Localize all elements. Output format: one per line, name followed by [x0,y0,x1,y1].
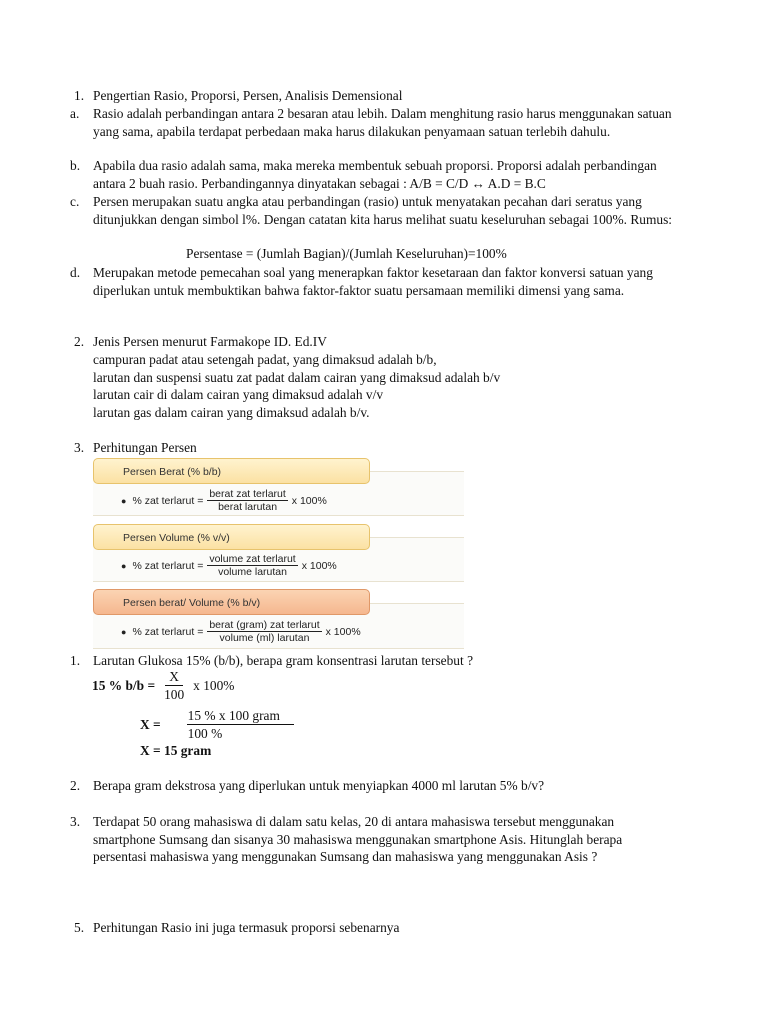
problem-1-text: Larutan Glukosa 15% (b/b), berapa gram konsentrasi larutan tersebut ? [93,653,474,668]
fraction-numerator: X [165,668,183,686]
section-2-title: Jenis Persen menurut Farmakope ID. Ed.IV [93,334,327,349]
formula-berat-volume [121,619,361,644]
solution-step-1 [92,668,234,703]
item-c-text: Persen merupakan suatu angka atau perbandingan (rasio) untuk menyatakan pecahan dari seratus yang ditunjukkan dengan simbol l%. Dengan catatan kita harus melihat suatu keseluruhan sebagai 100%. Rumus: [93,194,673,227]
item-c-label: c. [70,194,80,209]
persen-type-line: larutan gas dalam cairan yang dimaksud adalah b/v. [93,405,370,420]
section-3-title: Perhitungan Persen [93,440,197,455]
formula-volume [121,553,337,578]
problem-2-number: 2. [70,778,81,793]
fraction-numerator: 15 % x 100 gram [187,707,294,725]
formula-lhs: % zat terlarut = [132,559,204,572]
item-d-label: d. [70,265,81,280]
formula-multiplier: x 100% [325,625,361,638]
problem-2-text: Berapa gram dekstrosa yang diperlukan untuk menyiapkan 4000 ml larutan 5% b/v? [93,778,545,793]
fraction-numerator: berat zat terlarut [209,488,286,500]
fraction-denominator: berat larutan [218,501,278,513]
section-3-number: 3. [74,440,85,455]
problem-3-number: 3. [70,814,81,829]
fraction-denominator: volume (ml) larutan [219,632,310,644]
formula-berat [121,488,327,513]
section-1-number: 1. [74,88,85,103]
problem-1-number: 1. [70,653,81,668]
section-2-number: 2. [74,334,85,349]
solution-lhs-2: X = [140,716,161,732]
bullet-icon: ● [121,560,127,571]
formula-lhs: % zat terlarut = [132,494,204,507]
section-5-number: 5. [74,920,85,935]
item-b-label: b. [70,158,81,173]
persentase-formula: Persentase = (Jumlah Bagian)/(Jumlah Keseluruhan)=100% [186,246,507,261]
formula-fraction [207,488,287,513]
formula-header-berat-volume: Persen berat/ Volume (% b/v) [93,589,370,615]
formula-multiplier: x 100% [291,494,327,507]
solution-step-2 [140,707,294,742]
fraction-numerator: volume zat terlarut [209,553,296,565]
formula-fraction [207,553,297,578]
solution-lhs-1: 15 % b/b = [92,677,156,693]
fraction-denominator: 100 % [187,726,223,741]
persen-type-line: campuran padat atau setengah padat, yang dimaksud adalah b/b, [93,352,437,367]
solution-fraction-2 [187,707,294,742]
section-5-title: Perhitungan Rasio ini juga termasuk proporsi sebenarnya [93,920,400,935]
formula-lhs: % zat terlarut = [132,625,204,638]
problem-3-text: Terdapat 50 orang mahasiswa di dalam satu kelas, 20 di antara mahasiswa tersebut menggunakan smartphone Sumsang dan sisanya 30 mahasiswa menggunakan smartphone Asis. Hitunglah berapa persentasi mahasiswa yang menggunakan Sumsang dan mahasiswa yang menggunakan Asis ? [93,814,623,864]
formula-fraction [207,619,321,644]
formula-header-volume: Persen Volume (% v/v) [93,524,370,550]
solution-result: X = 15 gram [140,743,212,758]
persen-type-line: larutan dan suspensi suatu zat padat dalam cairan yang dimaksud adalah b/v [93,370,501,385]
item-d-text: Merupakan metode pemecahan soal yang menerapkan faktor kesetaraan dan faktor konversi satuan yang diperlukan untuk membuktikan bahwa faktor-faktor suatu persamaan memiliki dimensi yang sama. [93,265,653,298]
item-a-text: Rasio adalah perbandingan antara 2 besaran atau lebih. Dalam menghitung rasio harus menggunakan satuan yang sama, apabila terdapat perbedaan maka harus dilakukan penyamaan satuan terlebih dahulu. [93,106,672,139]
fraction-denominator: volume larutan [218,566,287,578]
bullet-icon: ● [121,626,127,637]
solution-fraction-1 [160,668,188,703]
fraction-numerator: berat (gram) zat terlarut [209,619,320,631]
persen-type-line: larutan cair di dalam cairan yang dimaksud adalah v/v [93,387,384,402]
formula-header-berat: Persen Berat (% b/b) [93,458,370,484]
item-b-text: Apabila dua rasio adalah sama, maka mereka membentuk sebuah proporsi. Proporsi adalah perbandingan antara 2 buah rasio. Perbandingannya dinyatakan sebagai : A/B = C/D ↔ A.D = B.C [93,158,657,191]
formula-multiplier: x 100% [301,559,337,572]
fraction-denominator: 100 [164,687,185,702]
bullet-icon: ● [121,495,127,506]
section-1-title: Pengertian Rasio, Proporsi, Persen, Analisis Demensional [93,88,403,103]
item-a-label: a. [70,106,80,121]
solution-multiplier-1: x 100% [193,677,235,693]
